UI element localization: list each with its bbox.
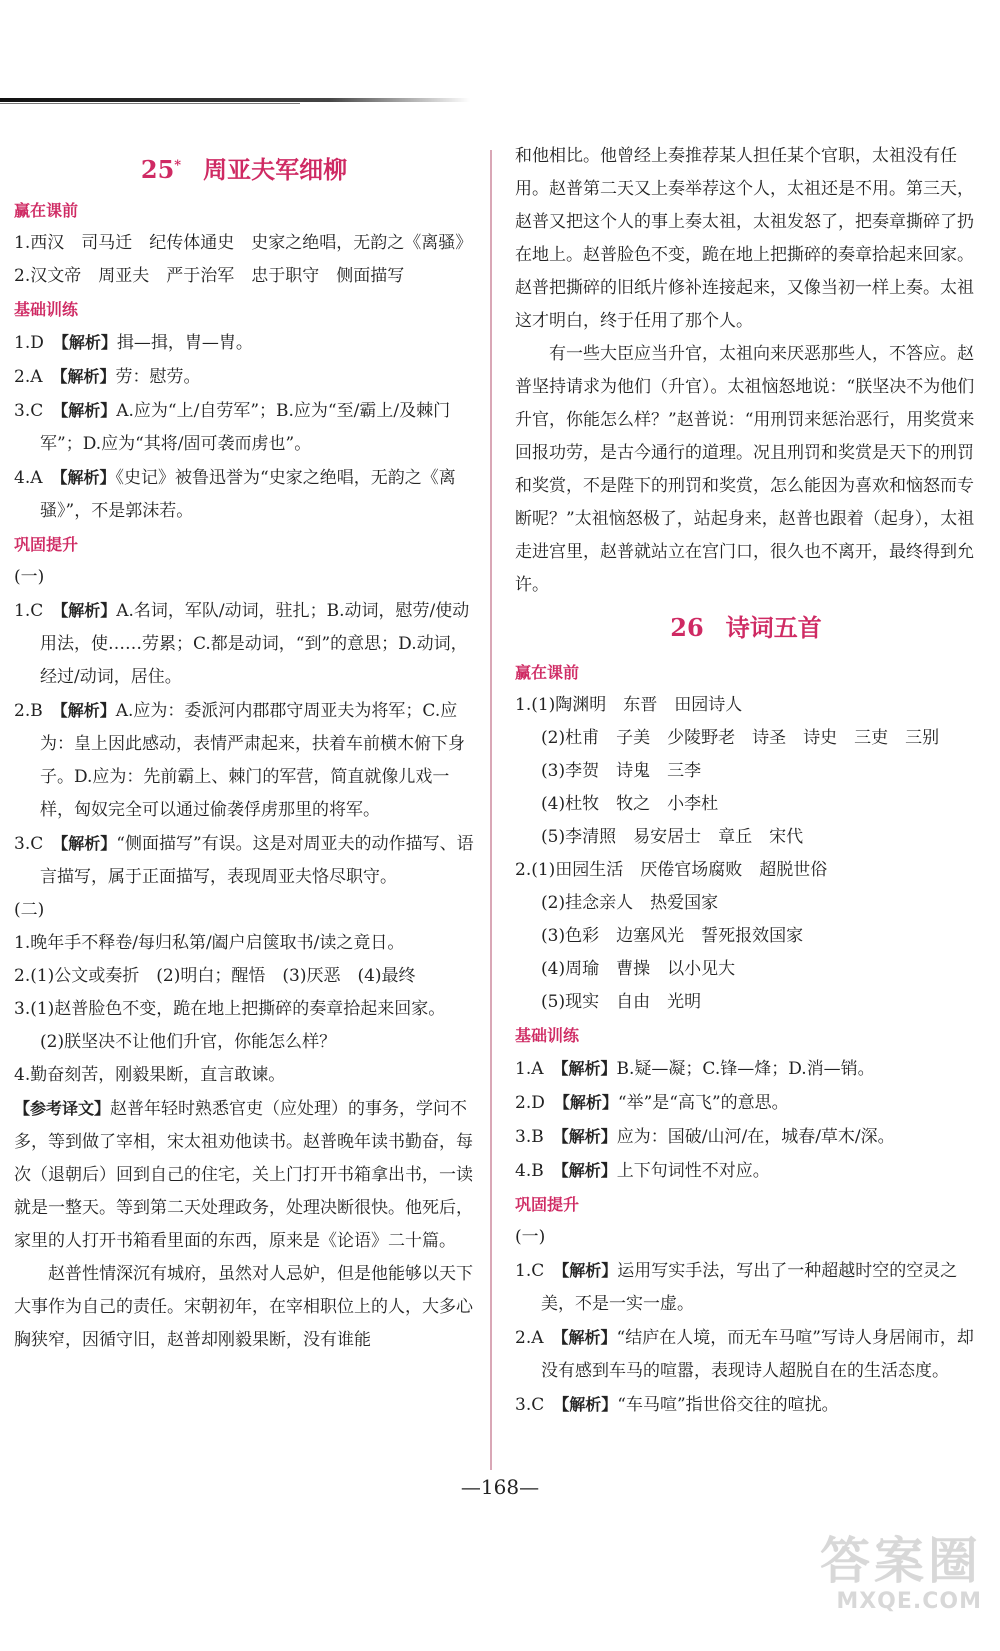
top-rule-thin [0,103,300,104]
translation-paragraph: 有一些大臣应当升官，太祖向来厌恶那些人，不答应。赵普坚持请求为他们（升官）。太祖恼怒地说：“朕坚决不为他们升官，你能怎么样？”赵普说：“用刑罚来惩治恶行，用奖赏来回报功劳，是古今通行的道理。况且刑罚和奖赏是天下的刑罚和奖赏，不是陛下的刑罚和奖赏，怎么能因为喜欢和恼怒而专断呢？”太祖恼怒极了，站起身来，赵普也跟着（起身），太祖走进宫里，赵普就站立在宫门口，很久也不离开，最终得到允许。 [515,344,975,595]
answer-item: 3.B 【解析】应为：国破/山河/在，城春/草木/深。 [515,1127,895,1147]
answer-item: 3.C 【解析】“车马喧”指世俗交往的喧扰。 [515,1395,839,1415]
top-rule [0,98,470,102]
answer-line: 2.汉文帝 周亚夫 严于治军 忠于职守 侧面描写 [14,266,405,286]
answer-line: 1.西汉 司马迁 纪传体通史 史家之绝唱，无韵之《离骚》 [14,233,473,253]
answer-line: 2.(1)田园生活 厌倦官场腐败 超脱世俗 [515,860,828,880]
column-divider [490,150,492,1470]
answer-item: 1.C 【解析】运用写实手法，写出了一种超越时空的空灵之美，不是一实一虚。 [515,1261,958,1314]
answer-item: 1.D 【解析】揖—揖，胄—胄。 [14,333,253,353]
answer-item: 2.D 【解析】“举”是“高飞”的意思。 [515,1093,789,1113]
watermark-text: 答案圈 [820,1532,982,1590]
section-heading-basic: 基础训练 [515,1026,580,1045]
answer-subline: (3)色彩 边塞风光 誓死报效国家 [541,926,804,946]
answer-subline: (4)杜牧 牧之 小李杜 [541,794,719,814]
answer-subline: (3)李贺 诗鬼 三李 [541,761,702,781]
left-column [14,140,474,1357]
part-label: (一) [515,1227,546,1247]
answer-item: 4.A 【解析】《史记》被鲁迅誉为“史家之绝唱，无韵之《离骚》”，不是郭沫若。 [14,468,456,521]
section-heading-consolidate: 巩固提升 [14,535,79,554]
answer-item: 2.A 【解析】“结庐在人境，而无车马喧”写诗人身居闹市，却没有感到车马的喧嚣，表现诗人超脱自在的生活态度。 [515,1328,974,1381]
page-number: —168— [460,1475,540,1499]
answer-line: 3.(1)赵普脸色不变，跪在地上把撕碎的奏章拾起来回家。 [14,999,446,1019]
lesson-25-title [14,140,474,192]
section-heading-pre: 赢在课前 [14,201,79,220]
part-label: (二) [14,900,45,920]
answer-item: 4.B 【解析】上下句词性不对应。 [515,1161,770,1181]
lesson-title-text: 诗词五首 [725,613,822,642]
answer-item: 2.B 【解析】A.应为：委派河内郡郡守周亚夫为将军；C.应为：皇上因此感动，表情严肃起来，扶着车前横木俯下身子。D.应为：先前霸上、棘门的军营，简直就像儿戏一样，匈奴完全可以通过偷袭俘虏那里的将军。 [14,701,465,820]
right-column [515,140,977,1422]
answer-line: 2.(1)公文或奏折 (2)明白；醒悟 (3)厌恶 (4)最终 [14,966,416,986]
answer-subline: (2)朕坚决不让他们升官，你能怎么样？ [40,1032,337,1052]
answer-item: 3.C 【解析】“侧面描写”有误。这是对周亚夫的动作描写、语言描写，属于正面描写，表现周亚夫恪尽职守。 [14,834,474,887]
part-label: (一) [14,567,45,587]
section-heading-pre: 赢在课前 [515,663,580,682]
answer-subline: (2)挂念亲人 热爱国家 [541,893,719,913]
answer-subline: (2)杜甫 子美 少陵野老 诗圣 诗史 三吏 三别 [541,728,940,748]
lesson-number: 26 [670,613,704,642]
answer-item: 1.A 【解析】B.疑—凝；C.锋—烽；D.消—销。 [515,1059,875,1079]
lesson-26-title [515,602,977,654]
section-heading-consolidate: 巩固提升 [515,1195,580,1214]
answer-item: 1.C 【解析】A.名词，军队/动词，驻扎；B.动词，慰劳/使动用法，使……劳累；C.都是动词，“到”的意思；D.动词，经过/动词，居住。 [14,601,470,687]
answer-subline: (4)周瑜 曹操 以小见大 [541,959,736,979]
lesson-title-text: 周亚夫军细柳 [203,155,348,184]
translation-continued: 和他相比。他曾经上奏推荐某人担任某个官职，太祖没有任用。赵普第二天又上奏举荐这个人，太祖还是不用。第三天，赵普又把这个人的事上奏太祖，太祖发怒了，把奏章撕碎了扔在地上。赵普脸色不变，跪在地上把撕碎的奏章拾起来回家。赵普把撕碎的旧纸片修补连接起来，又像当初一样上奏。太祖这才明白，终于任用了那个人。 [515,146,974,331]
translation-paragraph: 赵普性情深沉有城府，虽然对人忌妒，但是他能够以天下大事作为自己的责任。宋朝初年，在宰相职位上的人，大多心胸狭窄，因循守旧，赵普却刚毅果断，没有谁能 [14,1264,473,1350]
answer-subline: (5)现实 自由 光明 [541,992,702,1012]
section-heading-basic: 基础训练 [14,300,79,319]
lesson-number: 25* [140,155,182,184]
answer-line: 4.勤奋刻苦，刚毅果断，直言敢谏。 [14,1065,286,1085]
watermark-logo [786,1533,982,1633]
answer-line: 1.晚年手不释卷/每归私第/阖户启箧取书/读之竟日。 [14,933,405,953]
answer-item: 3.C 【解析】A.应为“上/自劳军”；B.应为“至/霸上/及棘门军”；D.应为“其将/固可袭而虏也”。 [14,401,451,454]
answer-subline: (5)李清照 易安居士 章丘 宋代 [541,827,804,847]
answer-item: 2.A 【解析】劳：慰劳。 [14,367,201,387]
translation-paragraph: 【参考译文】赵普年轻时熟悉官吏（应处理）的事务，学问不多，等到做了宰相，宋太祖劝他读书。赵普晚年读书勤奋，每次（退朝后）回到自己的住宅，关上门打开书箱拿出书，一读就是一整天。等到第二天处理政务，处理决断很快。他死后，家里的人打开书箱看里面的东西，原来是《论语》二十篇。 [14,1099,473,1251]
answer-line: 1.(1)陶渊明 东晋 田园诗人 [515,695,743,715]
watermark-url: MXQE.COM [836,1589,982,1614]
